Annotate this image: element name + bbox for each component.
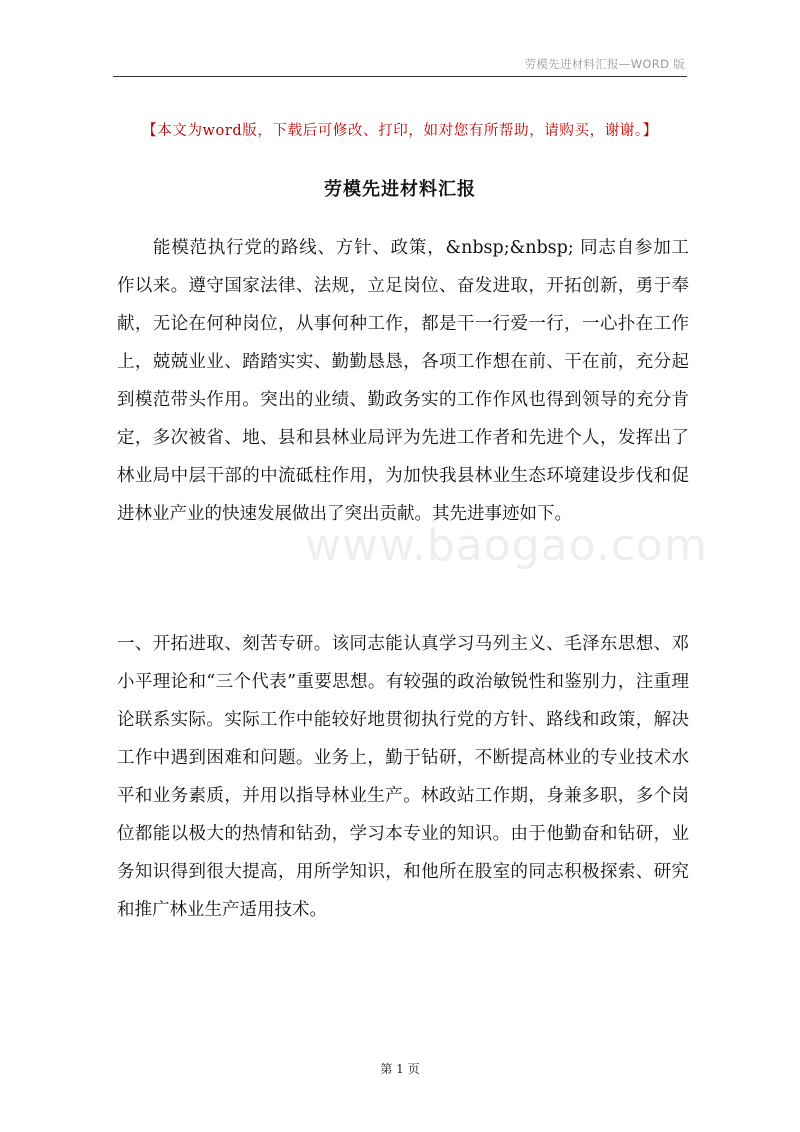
purchase-notice: 【本文为word版，下载后可修改、打印，如对您有所帮助，请购买，谢谢。】 [142, 123, 658, 139]
body-paragraph-intro: 能模范执行党的路线、方针、政策，&nbsp;&nbsp; 同志自参加工作以来。遵守国家法律、法规，立足岗位、奋发进取，开拓创新，勇于奉献，无论在何种岗位，从事何种工作，都是干一行爱一行，一心扑在工作上，兢兢业业、踏踏实实、勤勤恳恳，各项工作想在前、干在前，充分起到模范带头作用。突出的业绩、勤政务实的工作作风也得到领导的充分肯定，多次被省、地、县和县林业局评为先进工作者和先进个人，发挥出了林业局中层干部的中流砥柱作用，为加快我县林业生态环境建设步伐和促进林业产业的快速发展做出了突出贡献。其先进事迹如下。 [117, 238, 689, 524]
document-header-label: 劳模先进材料汇报—WORD 版 [524, 57, 685, 71]
body-paragraph-section-1: 一、开拓进取、刻苦专研。该同志能认真学习马列主义、毛泽东思想、邓小平理论和“三个代表”重要思想。有较强的政治敏锐性和鉴别力，注重理论联系实际。实际工作中能较好地贯彻执行党的方针、路线和政策，解决工作中遇到困难和问题。业务上，勤于钻研，不断提高林业的专业技术水平和业务素质，并用以指导林业生产。林政站工作期，身兼多职，多个岗位都能以极大的热情和钻劲，学习本专业的知识。由于他勤奋和钻研，业务知识得到很大提高，用所学知识，和他所在股室的同志积极探索、研究和推广林业生产适用技术。 [117, 634, 689, 920]
site-watermark: www.baogao.com [305, 520, 708, 571]
document-title: 劳模先进材料汇报 [324, 179, 476, 200]
header-divider [113, 76, 687, 77]
page-number: 第 1 页 [380, 1062, 420, 1076]
